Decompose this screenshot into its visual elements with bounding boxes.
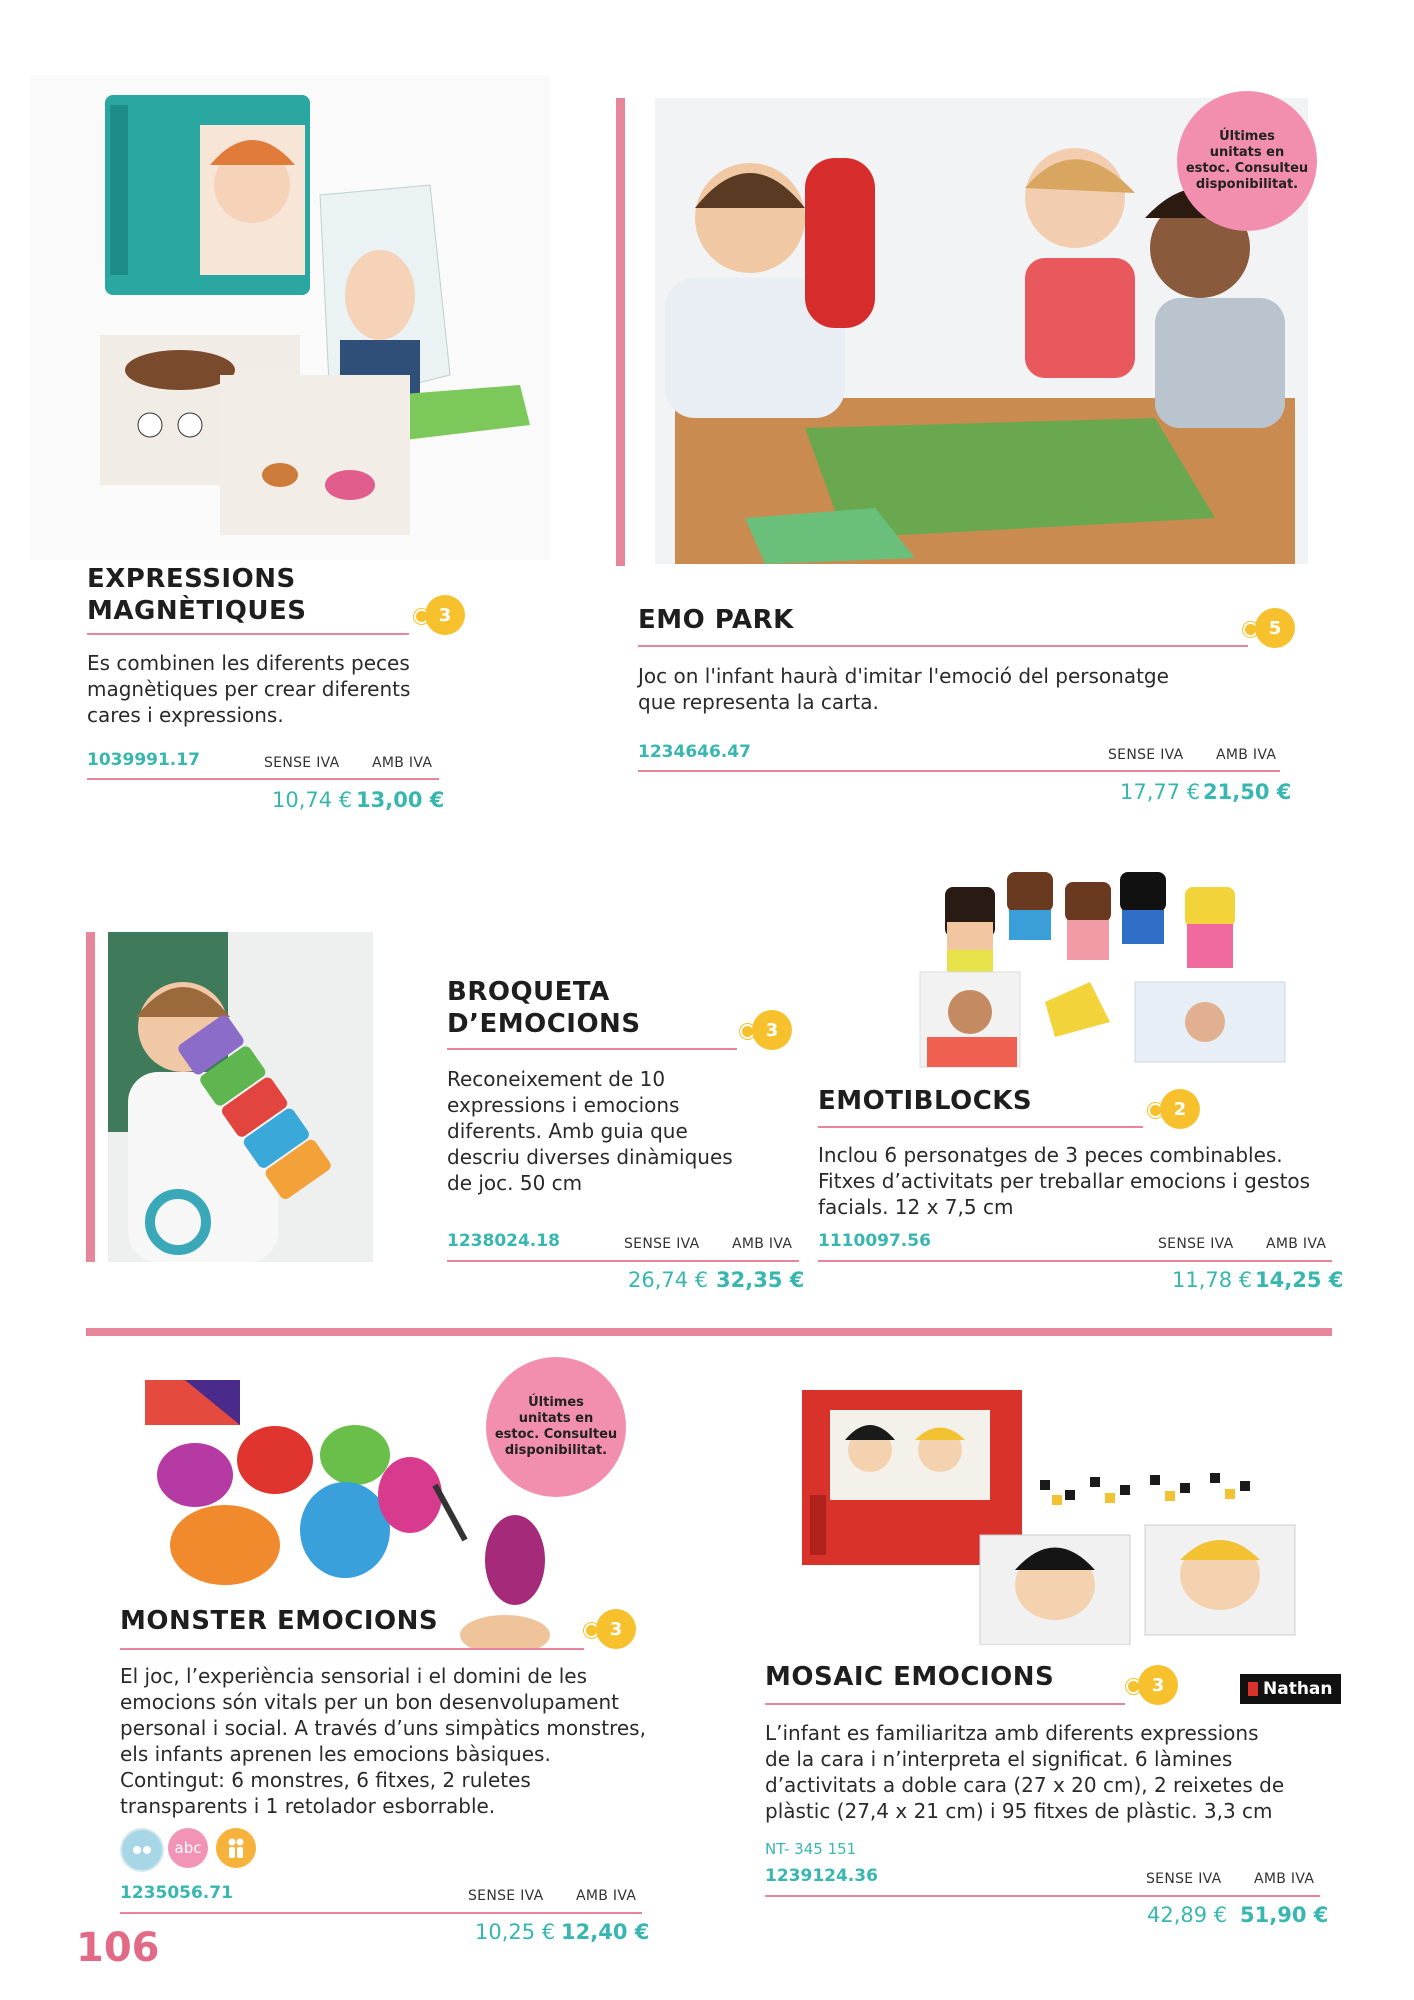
- monster-description: El joc, l’experiència sensorial i el domini de les emocions són vitals per un bon desenvolupament personal i social. A través d’uns simpàtics monstres, els infants aprenen les emocions bàsiques. Contingut: 6 monstres, 6 fitxes, 2 ruletes transparents i 1 retolador esborrable.: [120, 1664, 646, 1818]
- broqueta-description: Reconeixement de 10 expressions i emocions diferents. Amb guia que descriu diverses dinàmiques de joc. 50 cm: [447, 1067, 733, 1195]
- monster-price-net: 10,25 €: [475, 1920, 556, 1944]
- monster-price-rule: [120, 1912, 642, 1914]
- emotiblocks-illustration: [915, 862, 1295, 1077]
- mosaic-title-rule: [765, 1703, 1125, 1705]
- emotiblocks-code: 1110097.56: [818, 1231, 931, 1251]
- emotiblocks-age-badge: 2: [1160, 1089, 1200, 1129]
- mosaic-title: MOSAIC EMOCIONS: [765, 1662, 1055, 1692]
- mosaic-price-net: 42,89 €: [1147, 1903, 1228, 1927]
- broqueta-label-amb-iva: AMB IVA: [732, 1236, 793, 1252]
- broqueta-label-sense-iva: SENSE IVA: [624, 1236, 700, 1252]
- expressions-illustration: [30, 75, 550, 560]
- expressions-description: Es combinen les diferents peces magnètiques per crear diferents cares i expressions.: [87, 651, 411, 727]
- expressions-product-image: [30, 75, 550, 560]
- broqueta-title-rule: [447, 1048, 737, 1050]
- page-number: 106: [76, 1925, 160, 1971]
- emotiblocks-price-gross: 14,25 €: [1255, 1268, 1344, 1292]
- emotiblocks-title: EMOTIBLOCKS: [818, 1086, 1033, 1116]
- emo-park-description: Joc on l'infant haurà d'imitar l'emoció del personatge que representa la carta.: [638, 664, 1169, 714]
- emotiblocks-title-rule: [818, 1126, 1143, 1128]
- mosaic-reference: NT- 345 151: [765, 1840, 857, 1858]
- monster-label-sense-iva: SENSE IVA: [468, 1888, 544, 1904]
- emo-park-accent-bar: [616, 98, 625, 566]
- emotiblocks-description: Inclou 6 personatges de 3 peces combinables. Fitxes d’activitats per treballar emocions i gestos facials. 12 x 7,5 cm: [818, 1143, 1311, 1219]
- expressions-label-amb-iva: AMB IVA: [372, 755, 433, 771]
- monster-title-rule: [120, 1648, 584, 1650]
- emo-park-label-sense-iva: SENSE IVA: [1108, 747, 1184, 763]
- broqueta-price-gross: 32,35 €: [716, 1268, 805, 1292]
- sensory-icon: [120, 1828, 164, 1872]
- mosaic-product-image: [800, 1385, 1300, 1645]
- emo-park-price-net: 17,77 €: [1120, 780, 1201, 804]
- emotiblocks-label-sense-iva: SENSE IVA: [1158, 1236, 1234, 1252]
- emo-park-price-rule: [638, 770, 1280, 772]
- monster-stock-notice: Últimes unitats en estoc. Consulteu disponibilitat.: [486, 1357, 626, 1497]
- mosaic-label-amb-iva: AMB IVA: [1254, 1871, 1315, 1887]
- nathan-flag-icon: [1248, 1682, 1258, 1696]
- mosaic-price-gross: 51,90 €: [1240, 1903, 1329, 1927]
- emo-park-title-rule: [638, 645, 1248, 647]
- broqueta-illustration: [108, 932, 373, 1262]
- emotiblocks-price-rule: [818, 1260, 1332, 1262]
- emo-park-label-amb-iva: AMB IVA: [1216, 747, 1277, 763]
- nathan-logo: Nathan: [1240, 1674, 1341, 1704]
- broqueta-price-rule: [447, 1260, 799, 1262]
- expressions-title: EXPRESSIONS MAGNÈTIQUES: [87, 564, 307, 626]
- mosaic-age-badge: 3: [1138, 1665, 1178, 1705]
- mosaic-illustration: [800, 1385, 1300, 1645]
- broqueta-product-image: [108, 932, 373, 1262]
- expressions-label-sense-iva: SENSE IVA: [264, 755, 340, 771]
- expressions-title-rule: [87, 633, 409, 635]
- monster-age-badge: 3: [596, 1609, 636, 1649]
- section-divider: [86, 1328, 1332, 1336]
- expressions-age-badge: 3: [425, 595, 465, 635]
- broqueta-accent-bar: [86, 932, 95, 1262]
- emo-park-title: EMO PARK: [638, 605, 794, 635]
- expressions-price-rule: [87, 778, 439, 780]
- monster-price-gross: 12,40 €: [561, 1920, 650, 1944]
- mosaic-description: L’infant es familiaritza amb diferents expressions de la cara i n’interpreta el significat. 6 làmines d’activitats a doble cara (27 x 20 cm), 2 reixetes de plàstic (27,4 x 21 cm) i 95 fitxes de plàstic. 3,3 cm: [765, 1721, 1285, 1823]
- mosaic-price-rule: [765, 1895, 1320, 1897]
- abc-icon: abc: [168, 1828, 208, 1868]
- broqueta-age-badge: 3: [752, 1010, 792, 1050]
- broqueta-code: 1238024.18: [447, 1231, 560, 1251]
- expressions-code: 1039991.17: [87, 750, 200, 770]
- emotiblocks-product-image: [915, 862, 1295, 1077]
- monster-code: 1235056.71: [120, 1883, 233, 1903]
- emo-park-code: 1234646.47: [638, 742, 751, 762]
- broqueta-price-net: 26,74 €: [628, 1268, 709, 1292]
- emo-park-stock-notice: Últimes unitats en estoc. Consulteu disponibilitat.: [1177, 91, 1317, 231]
- monster-label-amb-iva: AMB IVA: [576, 1888, 637, 1904]
- expressions-price-net: 10,74 €: [272, 788, 353, 812]
- monster-title: MONSTER EMOCIONS: [120, 1606, 439, 1636]
- emo-park-age-badge: 5: [1255, 608, 1295, 648]
- emotiblocks-price-net: 11,78 €: [1172, 1268, 1253, 1292]
- mosaic-label-sense-iva: SENSE IVA: [1146, 1871, 1222, 1887]
- expressions-price-gross: 13,00 €: [356, 788, 445, 812]
- emotiblocks-label-amb-iva: AMB IVA: [1266, 1236, 1327, 1252]
- social-icon: [216, 1828, 256, 1868]
- emo-park-price-gross: 21,50 €: [1203, 780, 1292, 804]
- broqueta-title: BROQUETA D’EMOCIONS: [447, 977, 641, 1039]
- mosaic-code: 1239124.36: [765, 1866, 878, 1886]
